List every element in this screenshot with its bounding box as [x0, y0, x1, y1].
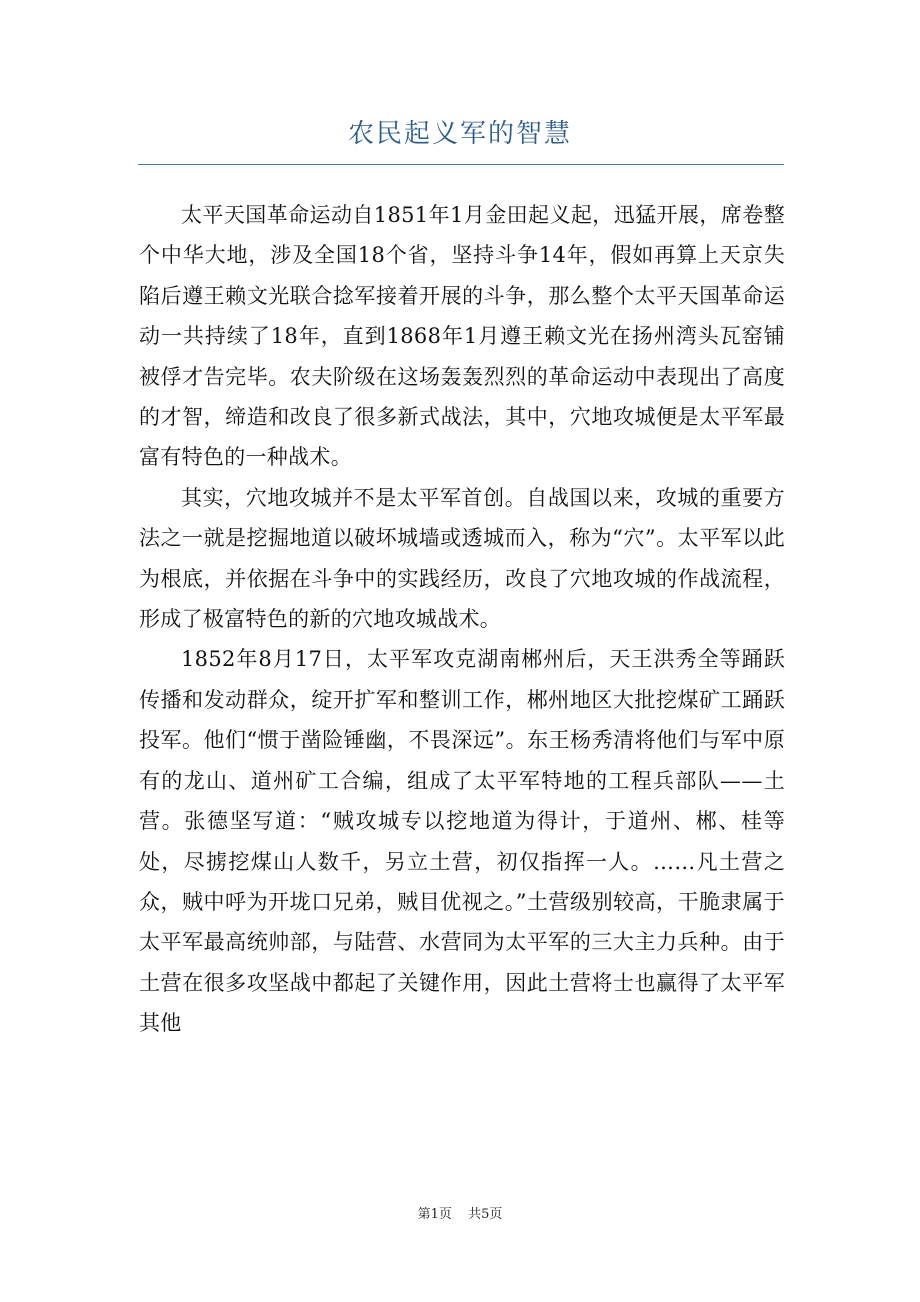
page-footer	[0, 1205, 920, 1225]
document-body	[139, 195, 785, 1044]
paragraph-3: 1852年8月17日，太平军攻克湖南郴州后，天王洪秀全等踊跃传播和发动群众，绽开扩军和整训工作，郴州地区大批挖煤矿工踊跃投军。他们“惯于凿险锤幽，不畏深远”。东王杨秀清将他们与军中原有的龙山、道州矿工合编，组成了太平军特地的工程兵部队——土营。张德坚写道：“贼攻城专以挖地道为得计，于道州、郴、桂等处，尽掳挖煤山人数千，另立土营，初仅指挥一人。……凡土营之众，贼中呼为开垅口兄弟，贼目优视之。”土营级别较高，干脆隶属于太平军最高统帅部，与陆营、水营同为太平军的三大主力兵种。由于土营在很多攻坚战中都起了关键作用，因此土营将士也赢得了太平军其他	[139, 647, 785, 1036]
page-total: 共5页	[468, 1207, 503, 1222]
paragraph-2: 其实，穴地攻城并不是太平军首创。自战国以来，攻城的重要方法之一就是挖掘地道以破坏城墙或透城而入，称为“穴”。太平军以此为根底，并依据在斗争中的实践经历，改良了穴地攻城的作战流程，形成了极富特色的新的穴地攻城战术。	[139, 485, 785, 632]
page-number: 第1页	[417, 1207, 452, 1222]
document-title: 农民起义军的智慧	[347, 119, 572, 149]
title-divider	[138, 164, 784, 165]
paragraph-1: 太平天国革命运动自1851年1月金田起义起，迅猛开展，席卷整个中华大地，涉及全国18个省，坚持斗争14年，假如再算上天京失陷后遵王赖文光联合捻军接着开展的斗争，那么整个太平天国革命运动一共持续了18年，直到1868年1月遵王赖文光在扬州湾头瓦窑铺被俘才告完毕。农夫阶级在这场轰轰烈烈的革命运动中表现出了高度的才智，缔造和改良了很多新式战法，其中，穴地攻城便是太平军最富有特色的一种战术。	[139, 203, 785, 470]
